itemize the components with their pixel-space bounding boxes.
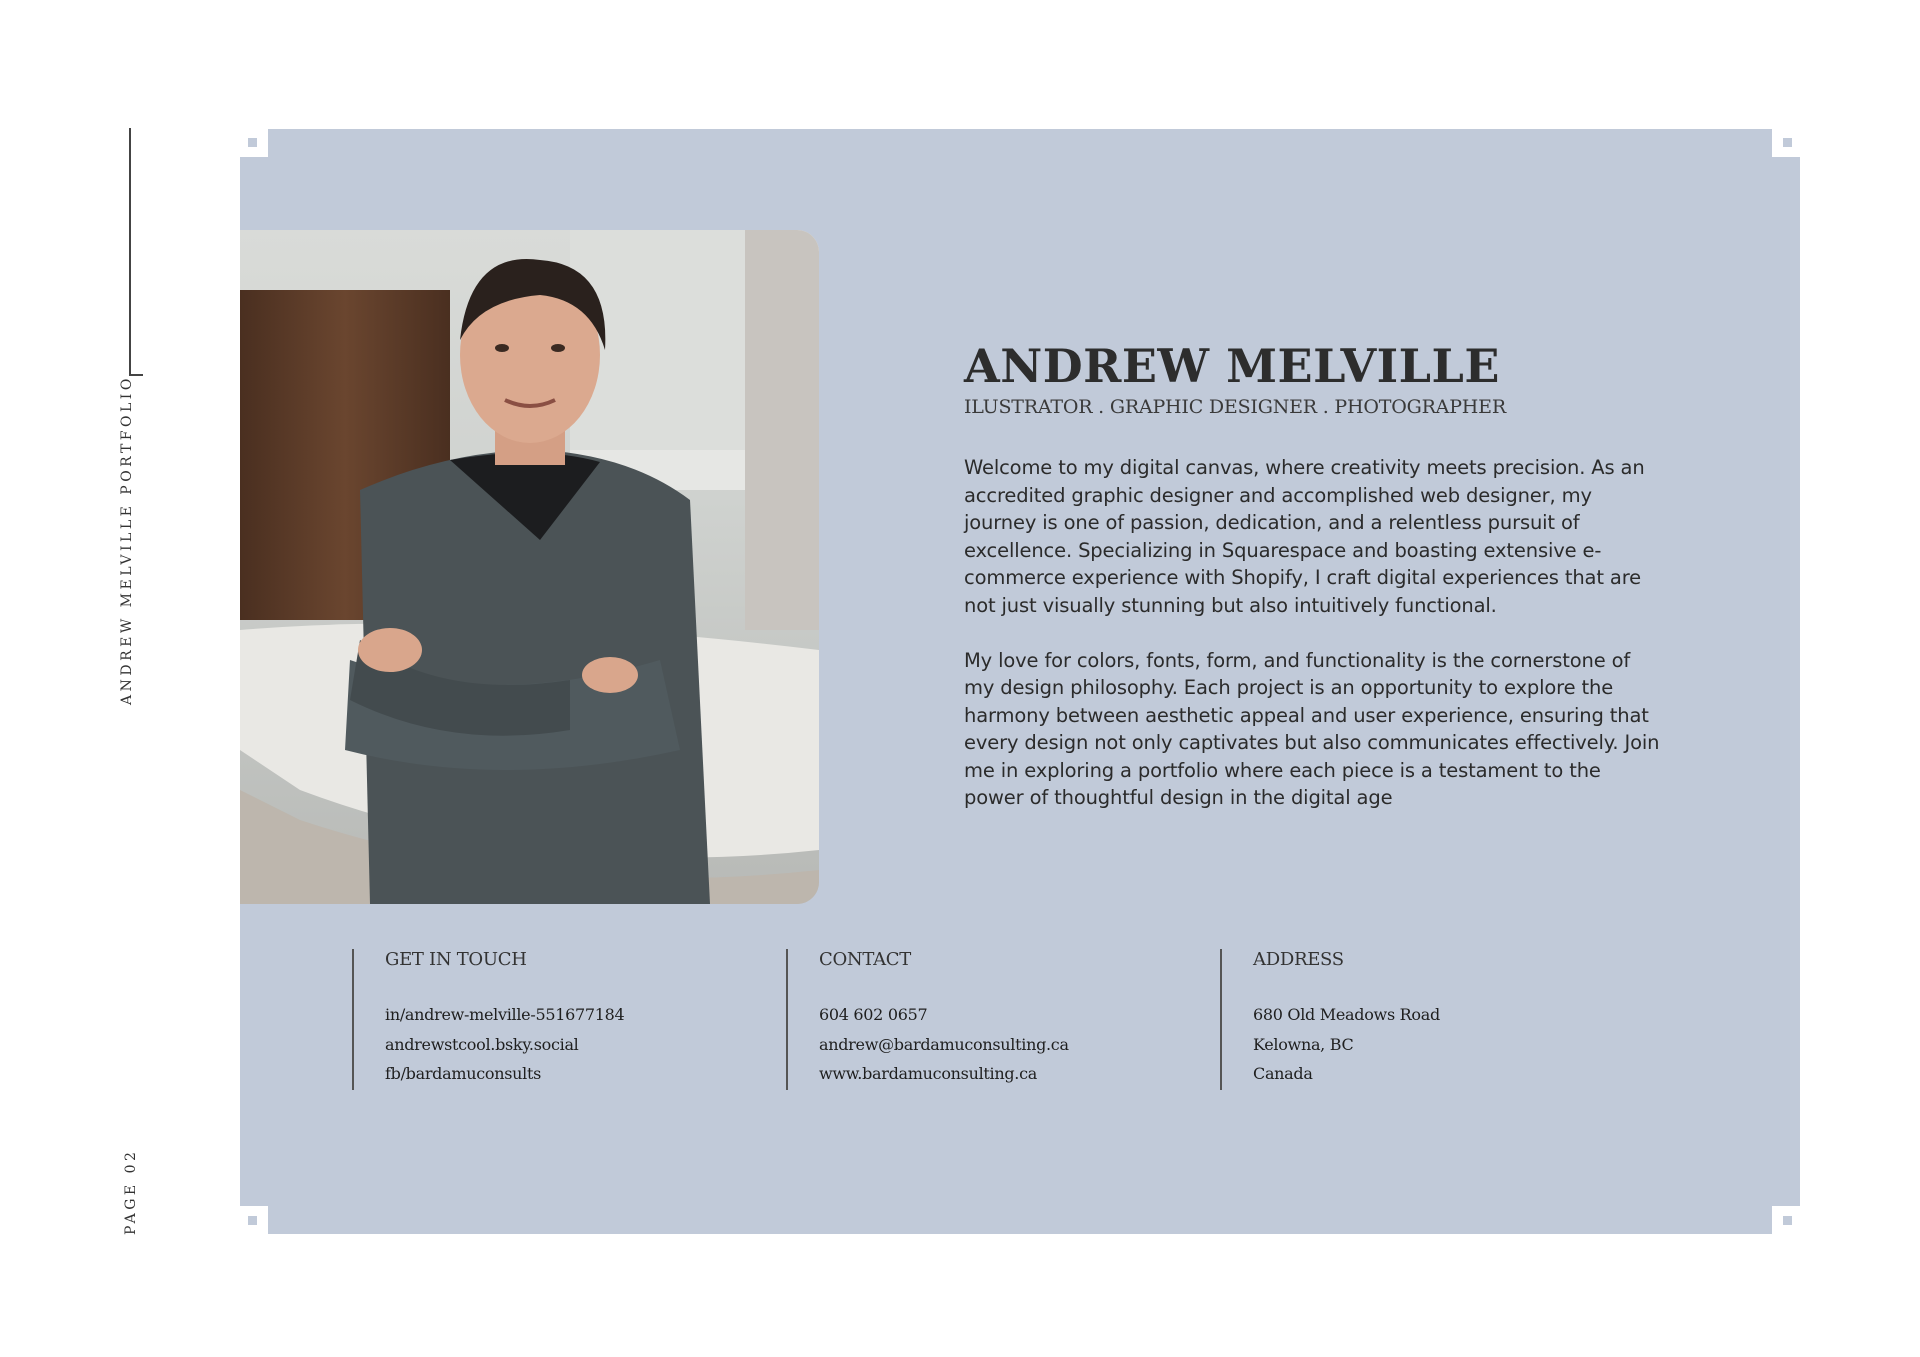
address-country: Canada xyxy=(1253,1064,1313,1083)
bluesky-link[interactable]: andrewstcool.bsky.social xyxy=(385,1034,579,1054)
bio-paragraph: My love for colors, fonts, form, and functionality is the cornerstone of my design philosophy. Each project is an opportunity to explore the harmony between aesthetic appeal and user experience, ensuring that every design not only captivates but also communicates effectively. Join me in exploring a portfolio where each piece is a testament to the power of thoughtful design in the digital age xyxy=(964,648,1660,809)
profile-name: ANDREW MELVILLE xyxy=(964,339,1500,393)
address-column xyxy=(1220,949,1440,1090)
facebook-link[interactable]: fb/bardamuconsults xyxy=(385,1064,542,1083)
corner-notch xyxy=(1772,1206,1800,1234)
profile-bio xyxy=(964,454,1664,839)
page-number: PAGE 02 xyxy=(123,1148,139,1235)
corner-notch xyxy=(240,129,268,157)
linkedin-link[interactable]: in/andrew-melville-551677184 xyxy=(385,1005,625,1024)
phone-number[interactable]: 604 602 0657 xyxy=(819,1005,928,1024)
address-city: Kelowna, BC xyxy=(1253,1034,1354,1054)
portrait-photo xyxy=(240,230,819,904)
get-in-touch-column xyxy=(352,949,624,1090)
column-heading: ADDRESS xyxy=(1253,949,1344,970)
sidebar-rule xyxy=(129,128,131,374)
address-street: 680 Old Meadows Road xyxy=(1253,1005,1440,1024)
corner-notch xyxy=(240,1206,268,1234)
profile-roles: ILUSTRATOR . GRAPHIC DESIGNER . PHOTOGRAPHER xyxy=(964,396,1506,418)
profile-panel xyxy=(240,129,1800,1234)
corner-notch xyxy=(1772,129,1800,157)
column-heading: CONTACT xyxy=(819,949,911,970)
bio-paragraph: Welcome to my digital canvas, where creativity meets precision. As an accredited graphic designer and accomplished web designer, my journey is one of passion, dedication, and a relentless pursuit of excellence. Specializing in Squarespace and boasting extensive e-commerce experience with Shopify, I craft digital experiences that are not just visually stunning but also intuitively functional. xyxy=(964,456,1645,617)
portrait-illustration xyxy=(240,230,819,904)
contact-column xyxy=(786,949,1069,1090)
email-link[interactable]: andrew@bardamuconsulting.ca xyxy=(819,1034,1069,1054)
sidebar-portfolio-label: ANDREW MELVILLE PORTFOLIO xyxy=(119,375,135,705)
website-link[interactable]: www.bardamuconsulting.ca xyxy=(819,1064,1037,1083)
column-heading: GET IN TOUCH xyxy=(385,949,527,970)
